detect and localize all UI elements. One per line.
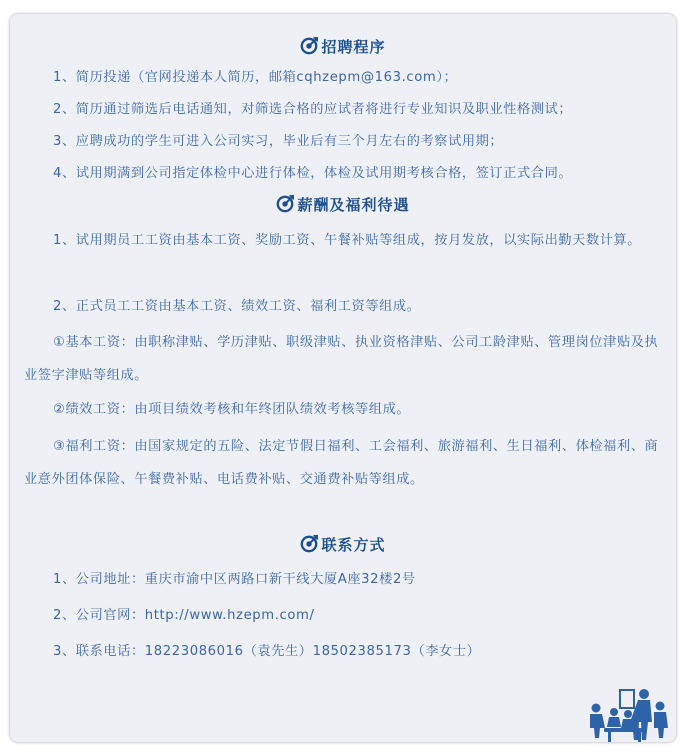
contact-address: 1、公司地址：重庆市渝中区两路口新干线大厦A座32楼2号: [53, 572, 416, 587]
recruit-item-2: 2、简历通过筛选后电话通知，对筛选合格的应试者将进行专业知识及职业性格测试；: [53, 102, 573, 117]
target-icon: [300, 535, 318, 553]
salary-title: 薪酬及福利待遇: [297, 196, 410, 214]
salary-item-4: ②绩效工资：由项目绩效考核和年终团队绩效考核等组成。: [53, 402, 411, 417]
recruit-heading: [10, 36, 676, 57]
recruit-item-1: 1、简历投递（官网投递本人简历，邮箱cqhzepm@163.com）；: [53, 70, 458, 85]
content-card: [10, 14, 676, 742]
salary-item-2: 2、正式员工工资由基本工资、绩效工资、福利工资等组成。: [53, 299, 421, 314]
meeting-people-icon: [586, 686, 670, 742]
contact-phone: 3、联系电话：18223086016（袁先生）18502385173（李女士）: [53, 644, 481, 659]
target-icon: [276, 195, 294, 213]
contact-website: 2、公司官网：http://www.hzepm.com/: [53, 608, 315, 623]
salary-item-3: ①基本工资：由职称津贴、学历津贴、职级津贴、执业资格津贴、公司工龄津贴、管理岗位津贴及执业签字津贴等组成。: [24, 335, 659, 383]
salary-item-1: 1、试用期员工工资由基本工资、奖励工资、午餐补贴等组成，按月发放，以实际出勤天数计算。: [53, 233, 642, 248]
recruit-item-4: 4、试用期满到公司指定体检中心进行体检，体检及试用期考核合格，签订正式合同。: [53, 166, 573, 181]
contact-title: 联系方式: [321, 536, 386, 554]
recruit-title: 招聘程序: [321, 38, 386, 56]
salary-heading: [10, 194, 676, 215]
contact-heading: [10, 534, 676, 555]
recruit-item-3: 3、应聘成功的学生可进入公司实习，毕业后有三个月左右的考察试用期；: [53, 134, 504, 149]
target-icon: [300, 37, 318, 55]
salary-item-5: ③福利工资：由国家规定的五险、法定节假日福利、工会福利、旅游福利、生日福利、体检福利、商业意外团体保险、午餐费补贴、电话费补贴、交通费补贴等组成。: [24, 439, 659, 487]
